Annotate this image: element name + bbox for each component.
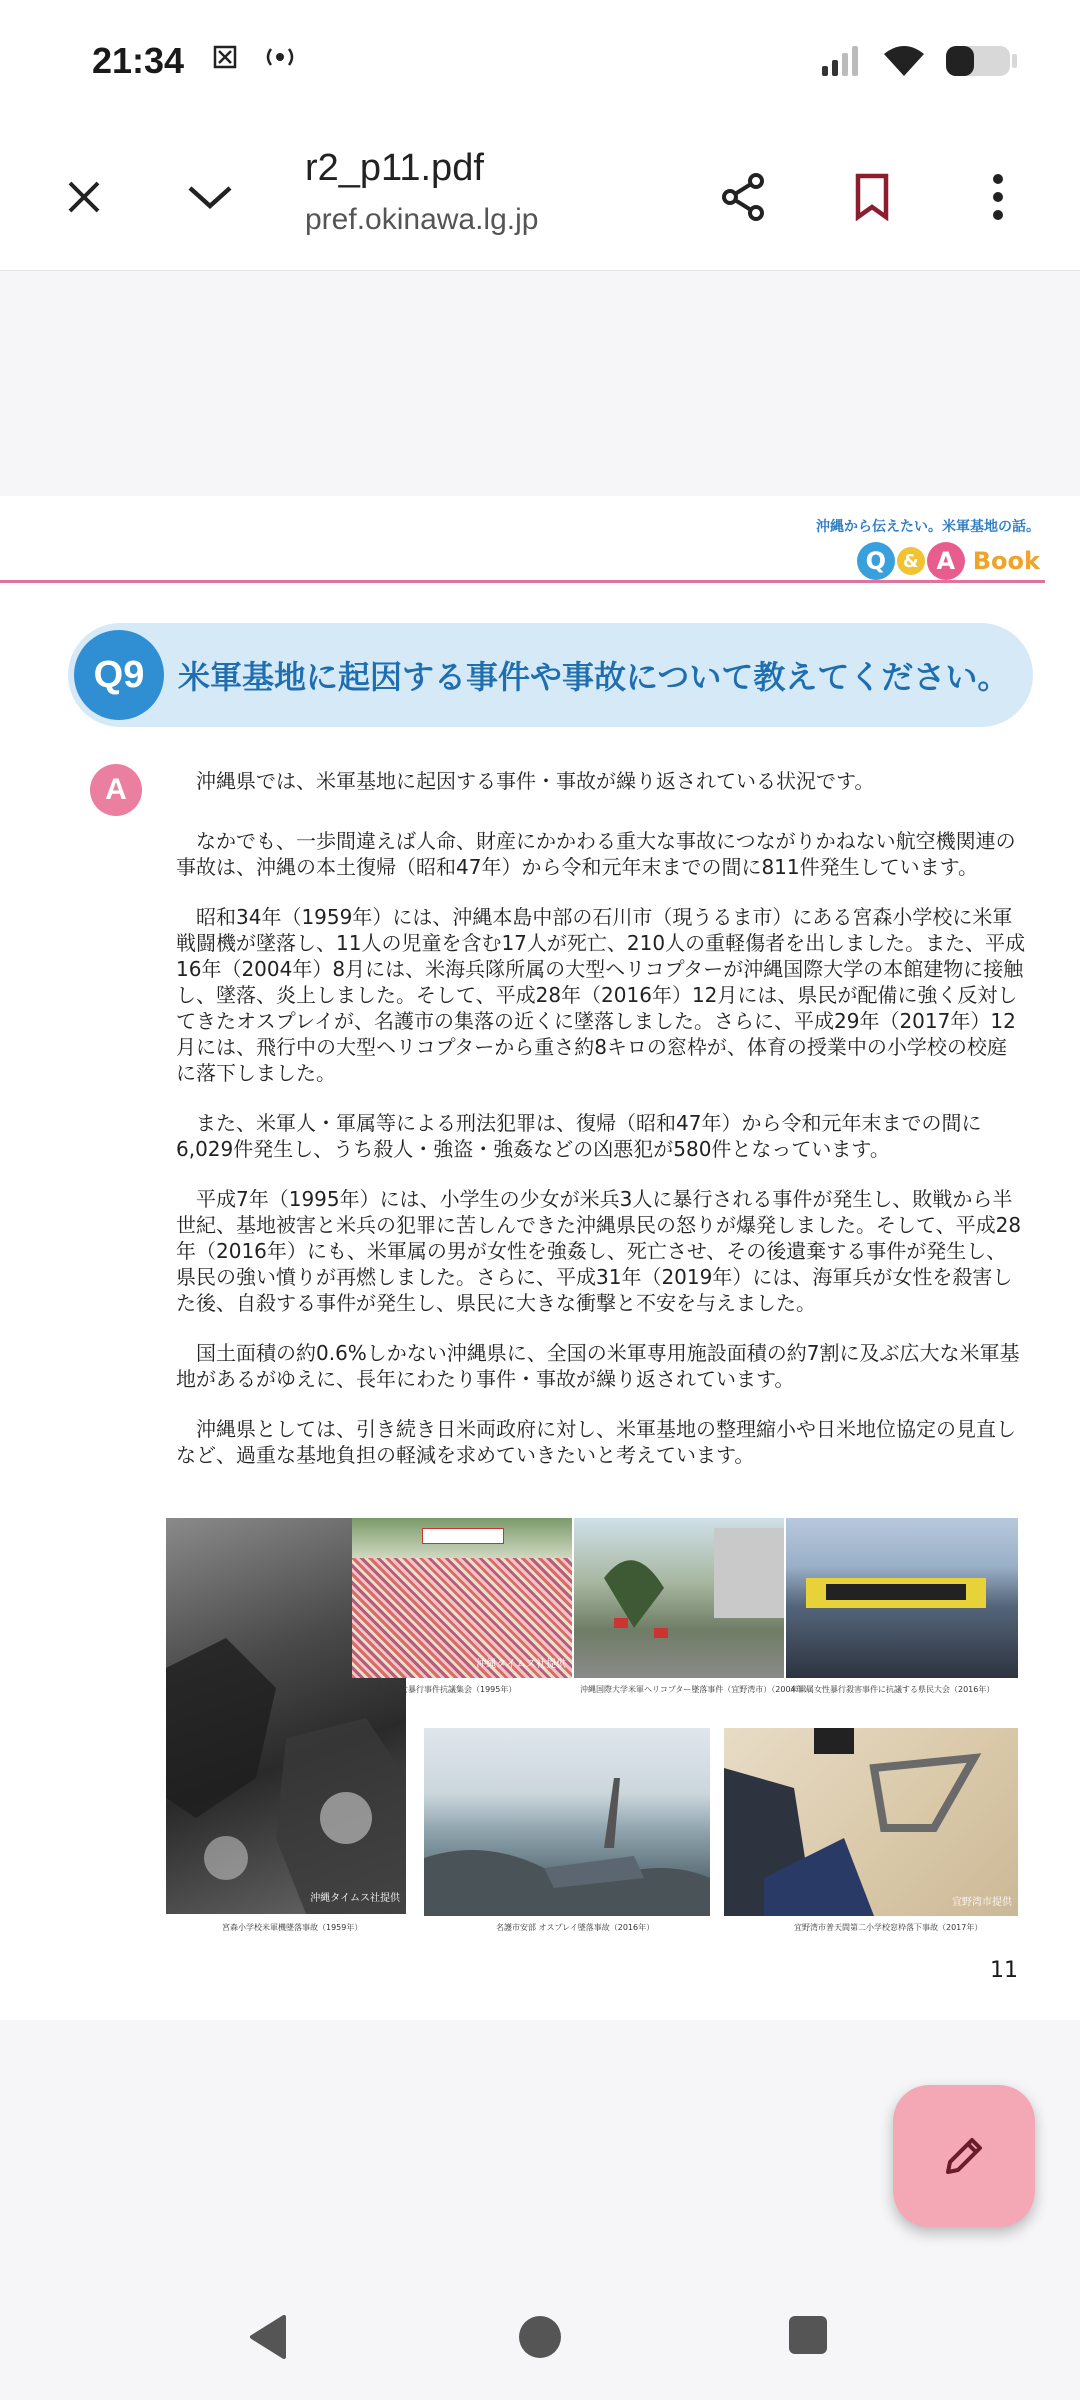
answer-body (176, 768, 1026, 1492)
share-button[interactable] (716, 169, 772, 225)
header-divider (0, 580, 1045, 583)
photo-credit: 沖縄タイムス社提供 (476, 1659, 566, 1670)
signal-icon (820, 44, 864, 82)
file-name: r2_p11.pdf (305, 147, 484, 189)
recents-nav-button[interactable] (786, 2313, 830, 2361)
wifi-icon (882, 44, 926, 82)
brand-q: Q (857, 542, 895, 580)
paragraph: なかでも、一歩間違えば人命、財産にかかわる重大な事故につながりかねない航空機関連の事故は、沖縄の本土復帰（昭和47年）から令和元年末までの間に811件発生しています。 (176, 829, 1016, 879)
more-options-button[interactable] (970, 169, 1026, 225)
photo-2004-helicopter-crash (574, 1518, 784, 1678)
edit-pencil-icon (938, 2130, 990, 2182)
status-bar (0, 0, 1080, 125)
photo-caption: 名護市安部 オスプレイ墜落事故（2016年） (496, 1923, 655, 1932)
system-nav-bar (0, 2275, 1080, 2400)
back-nav-button[interactable] (246, 2313, 290, 2365)
photo-caption: 宮森小学校米軍機墜落事故（1959年） (222, 1923, 363, 1932)
annotate-fab-button[interactable] (893, 2085, 1035, 2227)
qa-book-logo (810, 516, 1040, 596)
photo-window-frame-fall (724, 1728, 1018, 1916)
answer-badge: A (90, 764, 142, 816)
photo-collage (166, 1518, 1018, 1938)
recents-square-icon (786, 2313, 830, 2357)
paragraph: 沖縄県では、米軍基地に起因する事件・事故が繰り返されている状況です。 (196, 769, 875, 793)
pdf-page[interactable] (0, 496, 1080, 2020)
question-heading: 米軍基地に起因する事件や事故について教えてください。 (178, 658, 1010, 696)
page-number: 11 (990, 1958, 1018, 1983)
status-time: 21:34 (92, 40, 185, 81)
photo-1995-rally (352, 1518, 572, 1678)
bookmark-button[interactable] (844, 169, 900, 225)
photo-caption: 沖縄国際大学米軍ヘリコプター墜落事件（宜野湾市）（2004年） (580, 1685, 812, 1694)
paragraph: 昭和34年（1959年）には、沖縄本島中部の石川市（現うるま市）にある宮森小学校に米軍戦闘機が墜落し、11人の児童を含む17人が死亡、210人の重軽傷者を出しました。また、平成16年（2004年）8月には、米海兵隊所属の大型ヘリコプターが沖縄国際大学の本館建物に接触し、墜落、炎上しました。そして、平成28年（2016年）12月には、県民が配備に強く反対してきたオスプレイが、名護市の集落の近くに墜落しました。さらに、平成29年（2017年）12月には、飛行中の大型ヘリコプターから重さ約8キロの窓枠が、体育の授業中の小学校の校庭に落下しました。 (176, 905, 1026, 1085)
battery-icon (944, 42, 1020, 84)
more-vert-icon (990, 173, 1006, 221)
photo-caption: 米兵少女暴行事件抗議集会（1995年） (376, 1685, 517, 1694)
bookmark-icon (852, 173, 892, 221)
brand-book: Book (972, 547, 1040, 575)
close-button[interactable] (56, 169, 112, 225)
chevron-down-icon (186, 182, 234, 212)
hotspot-icon (262, 44, 298, 77)
paragraph: 平成7年（1995年）には、小学生の少女が米兵3人に暴行される事件が発生し、敗戦から半世紀、基地被害と米兵の犯罪に苦しんできた沖縄県民の怒りが爆発しました。そして、平成28年（2016年）にも、米軍属の男が女性を強姦し、死亡させ、その後遺棄する事件が発生し、県民の強い憤りが再燃しました。さらに、平成31年（2019年）には、海軍兵が女性を殺害した後、自殺する事件が発生し、県民に大きな衝撃と不安を与えました。 (176, 1187, 1022, 1315)
brand-tagline: 沖縄から伝えたい。米軍基地の話。 (816, 519, 1040, 535)
close-icon (64, 177, 104, 217)
photo-2016-protest (786, 1518, 1018, 1678)
photo-credit: 沖縄タイムス社提供 (310, 1893, 400, 1904)
pdf-viewer-app-bar (0, 125, 1080, 271)
paragraph: 沖縄県としては、引き続き日米両政府に対し、米軍基地の整理縮小や日米地位協定の見直しなど、過重な基地負担の軽減を求めていきたいと考えています。 (176, 1417, 1016, 1467)
brand-a: A (927, 542, 965, 580)
home-circle-icon (516, 2313, 564, 2361)
photo-osprey-crash (424, 1728, 710, 1916)
source-domain: pref.okinawa.lg.jp (305, 203, 539, 236)
back-triangle-icon (246, 2313, 290, 2361)
screen-cast-icon (212, 44, 238, 77)
question-badge: Q9 (74, 630, 164, 720)
home-nav-button[interactable] (516, 2313, 564, 2365)
paragraph: 国土面積の約0.6%しかない沖縄県に、全国の米軍専用施設面積の約7割に及ぶ広大な米軍基地があるがゆえに、長年にわたり事件・事故が繰り返されています。 (176, 1341, 1020, 1391)
brand-amp: & (897, 547, 925, 575)
photo-caption: 米軍属女性暴行殺害事件に抗議する県民大会（2016年） (790, 1685, 995, 1694)
expand-button[interactable] (182, 169, 238, 225)
photo-caption: 宜野湾市普天間第二小学校窓枠落下事故（2017年） (794, 1923, 983, 1932)
share-icon (718, 171, 770, 223)
paragraph: また、米軍人・軍属等による刑法犯罪は、復帰（昭和47年）から令和元年末までの間に6,029件発生し、うち殺人・強盗・強姦などの凶悪犯が580件となっています。 (176, 1111, 982, 1161)
photo-credit: 宜野湾市提供 (952, 1897, 1012, 1908)
